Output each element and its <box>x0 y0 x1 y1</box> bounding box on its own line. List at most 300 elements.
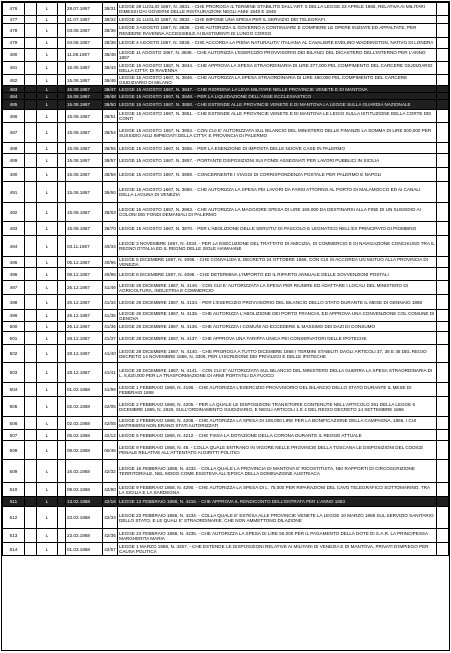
act-description: LEGGE 15 AGOSTO 1867, N. 3850. - CHE ESTENDE ALLE PROVINCIE VENETE E DI MANTOVA LA LEGGE SULLA GUARDIA NAZIONALE <box>118 100 437 110</box>
table-row <box>3 507 449 529</box>
table-row <box>3 363 449 383</box>
row-number: 510 <box>3 483 25 497</box>
table-row <box>3 24 449 38</box>
act-date: 15.08.1867 <box>66 168 103 182</box>
act-description: LEGGE 15 AGOSTO 1867, N. 3844. - CHE APPROVA LA SPESA STRAORDINARIA DI LIRE 377,000 PEL COMPIMENTO DEL CARCERE GIUDIZIARIO DELLA CITTA' DI RAVENNA <box>118 62 437 75</box>
spacer-cell <box>437 86 449 93</box>
spacer-cell <box>58 16 66 24</box>
spacer-cell <box>437 24 449 38</box>
act-date: 03.11.1867 <box>66 236 103 257</box>
act-reference: 38/31 <box>103 3 118 16</box>
spacer-cell <box>58 430 66 441</box>
table-row <box>3 281 449 295</box>
act-reference: 00/48 <box>103 441 118 460</box>
spacer-cell <box>25 154 37 168</box>
act-type: L <box>37 497 58 507</box>
act-date: 09.02.1868 <box>66 483 103 497</box>
spacer-cell <box>58 417 66 430</box>
row-number: 511 <box>3 497 25 507</box>
row-number: 508 <box>3 441 25 460</box>
act-description: LEGGE 15 AGOSTO 1867, N. 3854. - CON CUI E' AUTORIZZATA SUL BILANCIO DEL MINISTERO DELLE FINANZE LA SOMMA DI LIRE 500,000 PER SUSSIDIO AGLI IMPIEGATI DELLA CITTA' E PROVINCIA DI PALERMO <box>118 123 437 143</box>
table-row <box>3 75 449 86</box>
act-type: L <box>37 100 58 110</box>
spacer-cell <box>58 322 66 332</box>
spacer-cell <box>437 93 449 100</box>
table-row <box>3 543 449 556</box>
laws-register-table <box>2 2 449 556</box>
spacer-cell <box>58 543 66 556</box>
act-description: LEGGE 9 FEBBRAIO 1868, N. 48. - COLLA QUALE ENTRANO IN VIGORE NELLE PROVINCIE DELLA TOSCANA LE DISPOSIZIONI DEL CODICE PENALE RELATIVE ALL'ATTENTATO AI DIRITTI POLITICI <box>118 441 437 460</box>
row-number: 506 <box>3 417 25 430</box>
spacer-cell <box>25 93 37 100</box>
act-reference: 42/34 <box>103 507 118 529</box>
spacer-cell <box>58 49 66 62</box>
row-number: 513 <box>3 529 25 543</box>
spacer-cell <box>25 49 37 62</box>
act-date: 26.12.1867 <box>66 322 103 332</box>
act-reference: 40/98 <box>103 268 118 281</box>
act-description: LEGGE 13 FEBBRAIO 1868, N. 4216. - CHE APPROVA IL RENDICONTO DELL'ENTRATA PER L'ANNO 1863 <box>118 497 437 507</box>
table-row <box>3 332 449 345</box>
spacer-cell <box>437 222 449 236</box>
act-date: 02.02.1868 <box>66 397 103 417</box>
act-description: LEGGE 28 DICEMBRE 1867, N. 4137. - CHE APPROVA UNA TARIFFA UNICA PEI CONSERVATORI DELLE IPOTECHE <box>118 332 437 345</box>
row-number: 481 <box>3 62 25 75</box>
act-description: LEGGE 23 FEBBRAIO 1868, N. 4235. - CHE AUTORIZZA LA SPESA DI LIRE 50,000 PER IL PAGAMENTO DELLA DOTE DI S.A.R. LA PRINCIPESSA MARGHERITA MARIA <box>118 529 437 543</box>
spacer-cell <box>58 383 66 397</box>
act-type: L <box>37 543 58 556</box>
act-date: 09.02.1868 <box>66 441 103 460</box>
row-number: 478 <box>3 24 25 38</box>
row-number: 490 <box>3 168 25 182</box>
act-type: L <box>37 529 58 543</box>
spacer-cell <box>437 62 449 75</box>
table-row <box>3 222 449 236</box>
act-reference: 41/34 <box>103 295 118 310</box>
spacer-cell <box>25 397 37 417</box>
spacer-cell <box>58 222 66 236</box>
spacer-cell <box>437 257 449 268</box>
table-row <box>3 529 449 543</box>
row-number: 493 <box>3 222 25 236</box>
spacer-cell <box>25 62 37 75</box>
act-type: L <box>37 143 58 154</box>
row-number: 505 <box>3 397 25 417</box>
act-date: 11.08.1867 <box>66 49 103 62</box>
spacer-cell <box>25 322 37 332</box>
row-number: 484 <box>3 93 25 100</box>
act-description: LEGGE 8 DICEMBRE 1867, N. 4098. - CHE DETERMINA L'IMPORTO ED IL RIPARTO ANNUALE DELLE SOVVENZIONI POSTALI <box>118 268 437 281</box>
spacer-cell <box>25 363 37 383</box>
act-description: LEGGE 15 AGOSTO 1867, N. 3846. - CHE AUTORIZZA LA SPESA STRAORDINARIA DI LIRE 480,000 PEL COMPIMENTO DEL CARCERE GIUDIZIARIO DI MILANO <box>118 75 437 86</box>
spacer-cell <box>437 363 449 383</box>
spacer-cell <box>58 93 66 100</box>
act-description: LEGGE 15 AGOSTO 1867, N. 3855. - PER LA ESENZIONE DI IMPOSTA DELLE NUOVE CASE IN PALERMO <box>118 143 437 154</box>
row-number: 488 <box>3 143 25 154</box>
spacer-cell <box>58 397 66 417</box>
row-number: 485 <box>3 100 25 110</box>
act-date: 15.08.1867 <box>66 222 103 236</box>
spacer-cell <box>437 38 449 49</box>
act-description: LEGGE 9 FEBBRAIO 1868, N. 4290. - CHE AUTORIZZA LA SPESA DI L. 75,000 PER RIPARAZIONI DEL CAVO TELEGRAFICO SOTTOMARINO, TRA LA SICILIA E LA SARDEGNA <box>118 483 437 497</box>
act-date: 28.12.1867 <box>66 345 103 363</box>
spacer-cell <box>58 236 66 257</box>
act-type: L <box>37 222 58 236</box>
act-type: L <box>37 16 58 24</box>
spacer-cell <box>58 62 66 75</box>
act-type: L <box>37 507 58 529</box>
spacer-cell <box>58 295 66 310</box>
act-reference: 38/47 <box>104 86 116 92</box>
table-row <box>3 295 449 310</box>
act-date: 15.08.1867 <box>66 62 103 75</box>
table-row <box>3 110 449 123</box>
table-row <box>3 322 449 332</box>
spacer-cell <box>437 3 449 16</box>
spacer-cell <box>437 497 449 507</box>
spacer-cell <box>58 441 66 460</box>
spacer-cell <box>437 507 449 529</box>
act-description: LEGGE 16 FEBBRAIO 1868, N. 4232. - COLLA QUALE LA PROVINCIA DI MANTOVA E' RICOSTITUITA, NEI RAPPORTI DI CIRCOSCRIZIONE TERRITORIALE, NEL MODO COME ESISTEVA ALL'EPOCA DELLA DOMINAZIONE AUSTRIACA <box>118 460 437 483</box>
table-row <box>3 417 449 430</box>
act-type: L <box>37 93 58 100</box>
act-type: L <box>37 3 58 16</box>
act-description: LEGGE 15 AGOSTO 1867, N. 3857. - PORTANTE DISPOSIZIONI SUI FONDI ASSEGNATI PER LAVORI PUBBLICI IN SICILIA <box>118 154 437 168</box>
table-row <box>3 310 449 322</box>
spacer-cell <box>437 236 449 257</box>
table-row <box>3 460 449 483</box>
act-reference: 42/90 <box>103 483 118 497</box>
spacer-cell <box>25 529 37 543</box>
spacer-cell <box>25 483 37 497</box>
spacer-cell <box>25 75 37 86</box>
spacer-cell <box>25 100 37 110</box>
act-date: 26.12.1867 <box>66 281 103 295</box>
spacer-cell <box>25 222 37 236</box>
act-reference: 41/35 <box>103 310 118 322</box>
table-row <box>3 345 449 363</box>
act-reference: 41/40 <box>103 345 118 363</box>
spacer-cell <box>437 75 449 86</box>
act-date: 02.02.1868 <box>66 417 103 430</box>
table-row <box>3 3 449 16</box>
spacer-cell <box>437 49 449 62</box>
row-number: 480 <box>3 49 25 62</box>
table-row <box>3 268 449 281</box>
table-row <box>3 397 449 417</box>
act-date: 28.07.1867 <box>66 3 103 16</box>
act-date: 08.12.1867 <box>66 268 103 281</box>
act-type: L <box>37 257 58 268</box>
spacer-cell <box>25 236 37 257</box>
act-description: LEGGE 28 LUGLIO 1867, N. 3831. - CHE PROROGA IL TERMINE STABILITO DALL'ART. 5 DELLA LEGGE 23 APRILE 1865, RELATIVA AI MILITARI DIMESSI DAI GOVERNI DELLE RISTAURAZIONI NEGLI ANNI 1848 E 1849 <box>118 3 437 16</box>
act-type: L <box>37 203 58 222</box>
act-description: LEGGE 5 DICEMBRE 1867, N. 4096. - CHE CONVALIDA IL DECRETO 24 OTTOBRE 1866, CON CUI SI ACCORDA UN MUTUO ALLA PROVINCIA DI VENEZIA <box>118 257 437 268</box>
act-type: L <box>37 441 58 460</box>
row-number: 483 <box>3 86 25 93</box>
act-date: 03.08.1867 <box>66 24 103 38</box>
table-row <box>3 62 449 75</box>
act-reference: 42/05 <box>103 397 118 417</box>
act-date: 15.08.1867 <box>66 110 103 123</box>
spacer-cell <box>437 295 449 310</box>
act-reference: 38/51 <box>103 110 118 123</box>
spacer-cell <box>25 430 37 441</box>
spacer-cell <box>25 281 37 295</box>
spacer-cell <box>58 100 66 110</box>
spacer-cell <box>437 168 449 182</box>
act-description: LEGGE 26 DICEMBRE 1867, N. 4136. - CHE AUTORIZZA I COMUNI AD ECCEDERE IL MASSIMO DEI DAZI DI CONSUMO <box>118 322 437 332</box>
row-number: 509 <box>3 460 25 483</box>
table-row <box>3 430 449 441</box>
spacer-cell <box>58 3 66 16</box>
spacer-cell <box>25 441 37 460</box>
spacer-cell <box>437 345 449 363</box>
spacer-cell <box>437 16 449 24</box>
table-row <box>3 182 449 203</box>
act-type: L <box>37 345 58 363</box>
act-description: LEGGE 3 NOVEMBRE 1867, N. 4034. - PER LA ESECUZIONE DEL TRATTATO DI AMICIZIA, DI COMMERCIO E DI NAVIGAZIONE CONCHIUSO TRA IL REGNO D'ITALIA ED IL REGNO DELLE ISOLE HAWAIANE <box>118 236 437 257</box>
act-reference: 38/55 <box>103 143 118 154</box>
spacer-cell <box>58 332 66 345</box>
table-row <box>3 86 449 93</box>
spacer-cell <box>58 110 66 123</box>
spacer-cell <box>437 430 449 441</box>
spacer-cell <box>58 203 66 222</box>
act-type: L <box>37 430 58 441</box>
act-date: 31.07.1867 <box>66 16 103 24</box>
act-type: L <box>37 310 58 322</box>
act-description: LEGGE 26 DICEMBRE 1867, N. 4134. - PER L'ESERCIZIO PROVVISORIO DEL BILANCIO DELLO STATO DURANTE IL MESE DI GENNAIO 1868 <box>118 295 437 310</box>
spacer-cell <box>437 143 449 154</box>
spacer-cell <box>25 507 37 529</box>
act-description: LEGGE 15 AGOSTO 1867, N. 3847. - CHE RIORDINA LA LEVA MILITARE NELLE PROVINCIE VENETE E DI MANTOVA <box>118 86 437 93</box>
act-description: LEGGE 1 MARZO 1868, N. 4257. - CHE ESTENDE LE DISPOSIZIONI RELATIVE AI MILITARI DI VENEZIA E DI MANTOVA, PRIVATI D'IMPIEGO PER CAUSA POLITICA <box>118 543 437 556</box>
spacer-cell <box>58 345 66 363</box>
act-date: 15.08.1867 <box>66 123 103 143</box>
spacer-cell <box>25 497 37 507</box>
act-description: LEGGE 23 FEBBRAIO 1868, N. 4234. - COLLA QUALE E' ESTESA ALLE PROVINCIE VENETE LA LEGGE 10 MARZO 1868 SUL SERVIZIO SANITARIO DELLO STATO, E LE QUALI E' STRAORDINARIE, CHE NON AMMETTONO DILAZIONE <box>118 507 437 529</box>
act-reference: 41/46 <box>103 281 118 295</box>
spacer-cell <box>25 110 37 123</box>
act-description: LEGGE 15 AGOSTO 1867, N. 3860. - CHE AUTORIZZA LA SPESA PEI LAVORI DA FARSI ATTORNO AL PORTO DI MALAMOCCO ED AI CANALI DELLA LAGUNA DI VENEZIA <box>118 182 437 203</box>
act-reference: 42/08 <box>103 417 118 430</box>
act-reference: 42/32 <box>103 460 118 483</box>
act-date: 15.08.1867 <box>66 86 103 93</box>
spacer-cell <box>25 345 37 363</box>
act-type: L <box>37 268 58 281</box>
spacer-cell <box>437 268 449 281</box>
spacer-cell <box>25 143 37 154</box>
spacer-cell <box>58 529 66 543</box>
act-type: L <box>37 123 58 143</box>
row-number: 491 <box>3 182 25 203</box>
act-description: LEGGE 28 DICEMBRE 1867, N. 4141. - CON CUI E' AUTORIZZATA SUL BILANCIO DEL MINISTERO DELLA GUERRA LA SPESA STRAORDINARIA DI L. 6,620,000 PER LA TRASFORMAZIONE DI ARMI PORTATILI DA FUOCO <box>118 363 437 383</box>
act-date: 15.08.1867 <box>66 203 103 222</box>
act-description: LEGGE 4 AGOSTO 1867, N. 3838. - CHE ACCORDA LA PIENA NATURALITA' ITALIANA AL CAVALIERE EVELINO WADDINGTON, NATIVO DI LONDRA <box>118 38 437 49</box>
act-type: L <box>37 75 58 86</box>
row-number: 500 <box>3 322 25 332</box>
spacer-cell <box>58 281 66 295</box>
act-reference: 40/96 <box>103 257 118 268</box>
row-number: 476 <box>3 3 25 16</box>
act-description: LEGGE 26 DICEMBRE 1867, N. 4146. - CON CUI E' AUTORIZZATA LA SPESA PER RIUNIRE ED ADATTARE I LOCALI DEL MINISTERO DI AGRICOLTURA, INDUSTRIA E COMMERCIO <box>118 281 437 295</box>
spacer-cell <box>58 38 66 49</box>
spacer-cell <box>58 182 66 203</box>
act-reference: 42/35 <box>103 529 118 543</box>
table-row <box>3 168 449 182</box>
act-description: LEGGE 3 AGOSTO 1867, N. 3836. - CHE AUTORIZZA IL GOVERNO A CONTINUARE E COMPIERE LE OPERE INIZIATE ED APPALTATE, PER RENDERE RAVENNA ACCESSIBILE AI BASTIMENTI DI LUNGO CORSO <box>118 24 437 38</box>
act-reference: 41/41 <box>103 363 118 383</box>
act-description: LEGGE 15 AGOSTO 1867, N. 3870. - PER L'ABOLIZIONE DELLE SERVITU' DI PASCOLO E LEGNATICO NELL'EX PRINCIPATO DI PIOMBINO <box>118 222 437 236</box>
row-number: 501 <box>3 332 25 345</box>
row-number: 479 <box>3 38 25 49</box>
table-row <box>3 483 449 497</box>
spacer-cell <box>58 310 66 322</box>
act-type: L <box>37 281 58 295</box>
act-description: LEGGE 15 AGOSTO 1867, N. 3848. - PER LA LIQUIDAZIONE DELL'ASSE ECCLESIASTICO <box>118 93 437 100</box>
row-number: 502 <box>3 345 25 363</box>
spacer-cell <box>25 24 37 38</box>
act-date: 28.12.1867 <box>66 332 103 345</box>
table-row <box>3 383 449 397</box>
spacer-cell <box>25 168 37 182</box>
act-date: 26.12.1867 <box>66 295 103 310</box>
act-type: L <box>37 460 58 483</box>
row-number: 499 <box>3 310 25 322</box>
act-date: 15.08.1867 <box>66 75 103 86</box>
spacer-cell <box>437 397 449 417</box>
spacer-cell <box>58 168 66 182</box>
spacer-cell <box>58 257 66 268</box>
act-reference: 38/36 <box>103 24 118 38</box>
act-type: L <box>37 62 58 75</box>
spacer-cell <box>437 100 449 110</box>
act-reference: 41/37 <box>103 332 118 345</box>
spacer-cell <box>25 460 37 483</box>
table-body <box>3 3 449 556</box>
table-row <box>3 123 449 143</box>
spacer-cell <box>58 460 66 483</box>
act-reference: 38/46 <box>103 75 118 86</box>
spacer-cell <box>58 154 66 168</box>
act-type: L <box>37 86 58 93</box>
act-date: 15.08.1867 <box>66 154 103 168</box>
table-row <box>3 154 449 168</box>
spacer-cell <box>58 75 66 86</box>
act-reference: 42/16 <box>103 497 118 507</box>
act-type: L <box>37 322 58 332</box>
row-number: 487 <box>3 123 25 143</box>
act-reference: 38/70 <box>103 222 118 236</box>
spacer-cell <box>437 322 449 332</box>
table-row <box>3 441 449 460</box>
act-type: L <box>37 417 58 430</box>
spacer-cell <box>437 203 449 222</box>
row-number: 496 <box>3 268 25 281</box>
spacer-cell <box>25 383 37 397</box>
act-reference: 38/44 <box>103 62 118 75</box>
act-date: 01.03.1868 <box>66 543 103 556</box>
spacer-cell <box>25 16 37 24</box>
spacer-cell <box>58 143 66 154</box>
spacer-cell <box>437 123 449 143</box>
act-date: 15.08.1867 <box>66 143 103 154</box>
spacer-cell <box>58 268 66 281</box>
act-description: LEGGE 2 FEBBRAIO 1868, N. 4205. - PER LA QUALE LE DISPOSIZIONI TRANSITORIE CONTENUTE NELL'ARTICOLO 291 DELLA LEGGE 6 DICEMBRE 1865, N. 2626, SULL'ORDINAMENTO GIUDIZIARIO, E NEGLI ARTICOLI 1 E 4 DEL REGIO DECRETO 14 SETTEMBRE 1866 <box>118 397 437 417</box>
act-reference: 38/63 <box>103 203 118 222</box>
spacer-cell <box>25 3 37 16</box>
act-type: L <box>37 236 58 257</box>
act-date: 23.02.1868 <box>66 529 103 543</box>
spacer-cell <box>58 86 66 93</box>
act-reference: 38/32 <box>104 16 116 22</box>
spacer-cell <box>437 281 449 295</box>
act-description: LEGGE 15 AGOSTO 1867, N. 3851. - CHE ESTENDE ALLE PROVINCIE VENETE E DI MANTOVA LE LEGGI SULLA ISTITUZIONE DELLA CORTE DEI CONTI <box>118 110 437 123</box>
spacer-cell <box>437 332 449 345</box>
spacer-cell <box>437 310 449 322</box>
document-page <box>1 1 450 651</box>
table-row <box>3 93 449 100</box>
act-date: 23.02.1868 <box>66 507 103 529</box>
act-description: LEGGE 28 DICEMBRE 1867, N. 4140. - CHE PROROGA A TUTTO DICEMBRE 1868 I TERMINI STABILITI DAGLI ARTICOLI 37, 38 E 48 DEL REGIO DECRETO 14 NOVEMBRE 1866, N. 3306, PER L'ISCRIZIONE DEI PRIVILEGI E DELLE IPOTECHE <box>118 345 437 363</box>
spacer-cell <box>58 24 66 38</box>
spacer-cell <box>25 332 37 345</box>
act-description: LEGGE 1 FEBBRAIO 1868, N. 4196. - CHE AUTORIZZA L'ESERCIZIO PROVVISORIO DEL BILANCIO DELLO STATO DURANTE IL MESE DI FEBBRAIO 1868 <box>118 383 437 397</box>
row-number: 514 <box>3 543 25 556</box>
act-type: L <box>37 363 58 383</box>
act-date: 15.08.1867 <box>66 100 103 110</box>
act-type: L <box>37 154 58 168</box>
act-type: L <box>37 38 58 49</box>
table-row <box>3 100 449 110</box>
act-type: L <box>37 24 58 38</box>
act-type: L <box>37 110 58 123</box>
act-description: LEGGE 15 AGOSTO 1867, N. 3863. - CHE AUTORIZZA LA MAGGIORE SPESA DI LIRE 169,000 DA DESTINARSI ALLA FINE DI UN SUSSIDIO AI COLONI DEI FONDI DEMANIALI DI PALERMO <box>118 203 437 222</box>
act-reference: 38/60 <box>103 182 118 203</box>
spacer-cell <box>25 543 37 556</box>
act-reference: 40/34 <box>103 236 118 257</box>
act-type: L <box>37 295 58 310</box>
row-number: 503 <box>3 363 25 383</box>
spacer-cell <box>25 295 37 310</box>
act-reference: 38/38 <box>103 38 118 49</box>
act-description: LEGGE 31 LUGLIO 1867, N. 3832. - CHE IMPONE UNA SPESA PER IL SERVIZIO DEI TELEGRAFI <box>118 16 437 24</box>
spacer-cell <box>25 182 37 203</box>
row-number: 504 <box>3 383 25 397</box>
row-number: 497 <box>3 281 25 295</box>
spacer-cell <box>25 268 37 281</box>
act-type: L <box>37 49 58 62</box>
spacer-cell <box>58 497 66 507</box>
spacer-cell <box>25 257 37 268</box>
spacer-cell <box>58 507 66 529</box>
act-type: L <box>37 383 58 397</box>
act-reference: 38/48 <box>104 93 116 99</box>
act-date: 28.12.1867 <box>66 363 103 383</box>
act-reference: 41/96 <box>103 383 118 397</box>
spacer-cell <box>58 123 66 143</box>
table-row <box>3 257 449 268</box>
act-reference: 38/54 <box>103 123 118 143</box>
row-number: 482 <box>3 75 25 86</box>
act-type: L <box>37 483 58 497</box>
row-number: 492 <box>3 203 25 222</box>
row-number: 477 <box>3 16 25 24</box>
act-type: L <box>37 397 58 417</box>
act-date: 05.02.1868 <box>66 430 103 441</box>
spacer-cell <box>437 417 449 430</box>
